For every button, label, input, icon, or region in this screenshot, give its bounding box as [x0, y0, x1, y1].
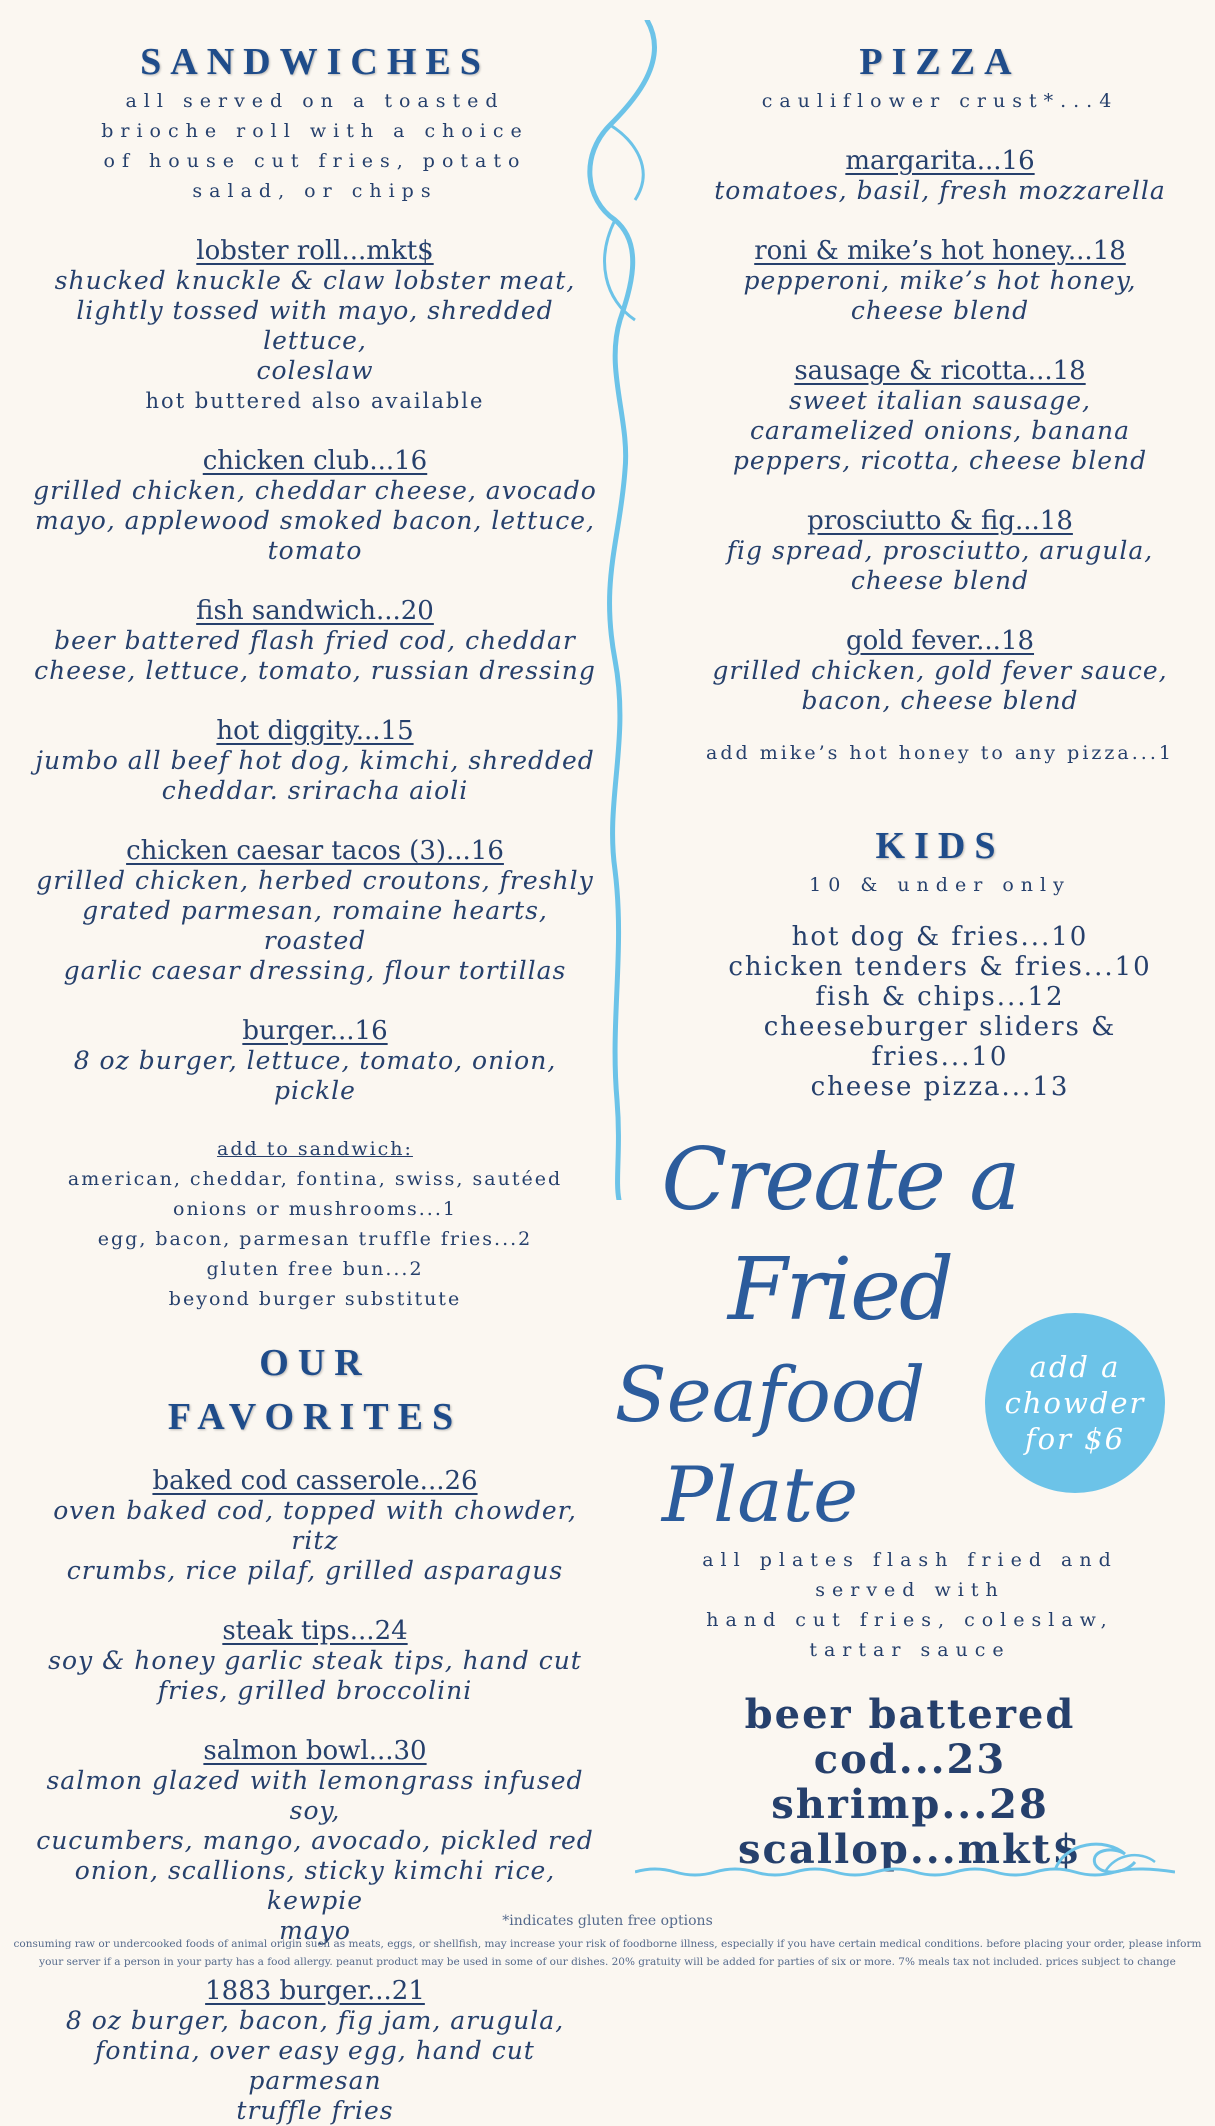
list-item: fish & chips...12	[815, 982, 1065, 1012]
menu-item-hot-diggity: hot diggity...15 jumbo all beef hot dog, kimchi, shredded cheddar. sriracha aioli	[35, 716, 595, 805]
disclaimer-line: consuming raw or undercooked foods of animal origin such as meats, eggs, or shellfish, may increase your risk of foodborne illness, especially if you have certain medical conditions. before placing your order, please inform	[13, 1938, 1202, 1950]
pizza-subtitle: cauliflower crust*...4	[761, 90, 1119, 112]
menu-item-steak-tips: steak tips...24 soy & honey garlic steak tips, hand cut fries, grilled broccolini	[48, 1616, 582, 1705]
kids-heading: KIDS	[875, 825, 1005, 867]
pizza-heading: PIZZA	[859, 41, 1021, 83]
list-item: beer battered cod...23	[744, 1691, 1076, 1783]
menu-item-chicken-club: chicken club...16 grilled chicken, cheddar cheese, avocado mayo, applewood smoked bacon, lettuce, tomato	[33, 446, 597, 565]
menu-item-burger: burger...16 8 oz burger, lettuce, tomato, onion, pickle	[73, 1016, 557, 1105]
menu-item-prosciutto-fig: prosciutto & fig...18 fig spread, prosciutto, arugula, cheese blend	[726, 506, 1154, 595]
menu-item-roni-mikes-hot-honey: roni & mike’s hot honey...18 pepperoni, mike’s hot honey, cheese blend	[743, 236, 1137, 325]
list-item: scallop...mkt$	[738, 1826, 1082, 1873]
sandwich-addons-heading: add to sandwich:	[217, 1138, 413, 1160]
item-title: fish sandwich...20	[196, 596, 434, 626]
item-title: lobster roll...mkt$	[196, 236, 434, 266]
item-title: roni & mike’s hot honey...18	[754, 236, 1126, 266]
item-title: salmon bowl...30	[203, 1736, 427, 1766]
sandwiches-subtitle: all served on a toasted brioche roll with a choice of house cut fries, potato salad, or chips	[101, 90, 529, 202]
gluten-free-note: *indicates gluten free options	[502, 1913, 713, 1929]
footer	[10, 1913, 1205, 1971]
menu-item-sausage-ricotta: sausage & ricotta...18 sweet italian sausage, caramelized onions, banana peppers, ricotta, cheese blend	[732, 356, 1148, 475]
right-column	[700, 40, 1180, 1102]
chowder-badge: add a chowder for $6	[985, 1313, 1165, 1493]
menu-item-baked-cod-casserole: baked cod casserole...26 oven baked cod, topped with chowder, ritz crumbs, rice pilaf, grilled asparagus	[53, 1466, 577, 1585]
left-column	[30, 40, 600, 2126]
kids-list	[700, 922, 1180, 1102]
disclaimer-line: your server if a person in your party has a food allergy. peanut product may be used in some of our dishes. 20% gratuity will be added for parties of six or more. 7% meals tax not included. prices subject to change	[39, 1956, 1176, 1968]
menu-item-chicken-caesar-tacos: chicken caesar tacos (3)...16 grilled chicken, herbed croutons, freshly grated parmesan, romaine hearts, roasted garlic caesar dressing, flour tortillas	[36, 836, 594, 985]
item-title: chicken club...16	[202, 446, 428, 476]
list-item: fries...10	[871, 1042, 1009, 1072]
item-title: gold fever...18	[845, 626, 1035, 656]
item-title: sausage & ricotta...18	[794, 356, 1086, 386]
item-title: prosciutto & fig...18	[807, 506, 1073, 536]
item-title: chicken caesar tacos (3)...16	[126, 836, 504, 866]
list-item: chicken tenders & fries...10	[728, 952, 1152, 982]
item-title: steak tips...24	[222, 1616, 408, 1646]
item-note: hot buttered also available	[145, 389, 485, 413]
item-title: 1883 burger...21	[205, 1976, 425, 2006]
menu-item-salmon-bowl: salmon bowl...30 salmon glazed with lemongrass infused soy, cucumbers, mango, avocado, pickled red onion, scallions, sticky kimchi rice, kewpie mayo	[36, 1736, 594, 1945]
menu-item-margarita: margarita...16 tomatoes, basil, fresh mozzarella	[714, 146, 1166, 205]
list-item: cheese pizza...13	[810, 1072, 1070, 1102]
item-title: baked cod casserole...26	[152, 1466, 478, 1496]
fried-plate-script-title: Create a Fried Seafood Plate	[614, 1130, 1019, 1539]
list-item: hot dog & fries...10	[791, 922, 1089, 952]
item-title: burger...16	[242, 1016, 388, 1046]
sandwiches-heading: SANDWICHES	[140, 41, 490, 83]
menu-item-lobster-roll: lobster roll...mkt$ shucked knuckle & claw lobster meat, lightly tossed with mayo, shredded lettuce, coleslaw hot buttered also available	[30, 236, 600, 416]
menu-item-gold-fever: gold fever...18 grilled chicken, gold fever sauce, bacon, cheese blend	[712, 626, 1168, 715]
wave-icon	[635, 1832, 1175, 1882]
fried-plate-subtitle: all plates flash fried and served with hand cut fries, coleslaw, tartar sauce	[702, 1549, 1118, 1661]
sandwich-addons-list: american, cheddar, fontina, swiss, sautéed onions or mushrooms...1 egg, bacon, parmesan truffle fries...2 gluten free bun...2 beyond burger substitute	[67, 1168, 563, 1310]
item-title: margarita...16	[845, 146, 1035, 176]
favorites-heading: OUR FAVORITES	[167, 1342, 463, 1438]
menu-item-fish-sandwich: fish sandwich...20 beer battered flash fried cod, cheddar cheese, lettuce, tomato, russian dressing	[34, 596, 596, 685]
item-title: hot diggity...15	[216, 716, 414, 746]
kids-subtitle: 10 & under only	[809, 874, 1071, 896]
list-item: cheeseburger sliders &	[763, 1012, 1117, 1042]
menu-item-1883-burger: 1883 burger...21 8 oz burger, bacon, fig jam, arugula, fontina, over easy egg, hand cut parmesan truffle fries	[65, 1976, 565, 2125]
pizza-addon-note: add mike’s hot honey to any pizza...1	[706, 742, 1174, 764]
list-item: shrimp...28	[771, 1781, 1049, 1828]
